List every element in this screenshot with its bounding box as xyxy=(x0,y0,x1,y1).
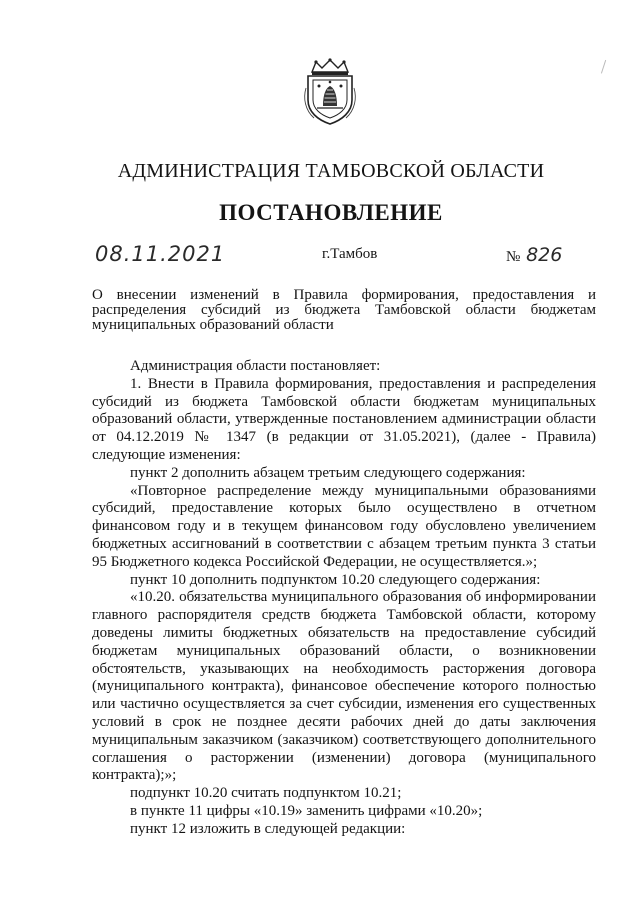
paragraph: подпункт 10.20 считать подпунктом 10.21; xyxy=(130,785,402,802)
paragraph: в пункте 11 цифры «10.19» заменить цифрами «10.20»; xyxy=(130,802,483,819)
paragraph: пункт 12 изложить в следующей редакции: xyxy=(130,820,406,837)
document-body xyxy=(92,358,596,839)
document-date: 08.11.2021 xyxy=(95,242,226,266)
paragraph: 1. Внести в Правила формирования, предоставления и распределения субсидий из бюджета Тамбовской области бюджетам муниципальных образований области, утвержденные постановлением администрации области от 04.12.2019 № 1347 (в редакции от 31.05.2021), (далее - Правила) следующие изменения: xyxy=(92,375,596,463)
paragraph: «Повторное распределение между муниципальными образованиями субсидий, предоставление которых было осуществлено в отчетном финансовом году и в текущем финансовом году обусловлено увеличением бюджетных ассигнований в соответствии с абзацем третьим пункта 3 статьи 95 Бюджетного кодекса Российской Федерации, не осуществляется.»; xyxy=(92,482,596,570)
paragraph: пункт 2 дополнить абзацем третьим следующего содержания: xyxy=(130,464,526,481)
document-type-title: ПОСТАНОВЛЕНИЕ xyxy=(219,200,443,225)
document-city: г.Тамбов xyxy=(322,246,378,262)
issuing-authority: АДМИНИСТРАЦИЯ ТАМБОВСКОЙ ОБЛАСТИ xyxy=(117,160,545,182)
paragraph: пункт 10 дополнить подпунктом 10.20 следующего содержания: xyxy=(130,571,541,588)
document-subject: О внесении изменений в Правила формирования, предоставления и распределения субсидий из бюджета Тамбовской области бюджетам муниципальных образований области xyxy=(92,287,596,333)
document-number xyxy=(506,244,562,266)
number-value: 826 xyxy=(526,244,563,266)
number-sign: № xyxy=(506,249,521,265)
paragraph: Администрация области постановляет: xyxy=(130,358,381,374)
margin-pencil-mark xyxy=(601,60,608,74)
paragraph: «10.20. обязательства муниципального образования об информировании главного распорядителя средств бюджета Тамбовской области, которому доведены лимиты бюджетных обязательств на предоставление субсидий бюджетам муниципальных образований области, о возникновении обстоятельств, указывающих на необходимость расторжения договора (муниципального контракта), финансовое обеспечение которого полностью или частично осуществляется за счет субсидии, изменения его существенных условий в срок не позднее десяти рабочих дней до даты заключения муниципальным заказчиком (заказчиком) соответствующего дополнительного соглашения о расторжении (изменении) договора (муниципального контракта);»; xyxy=(92,589,596,784)
tambov-coat-of-arms-icon xyxy=(302,58,358,126)
